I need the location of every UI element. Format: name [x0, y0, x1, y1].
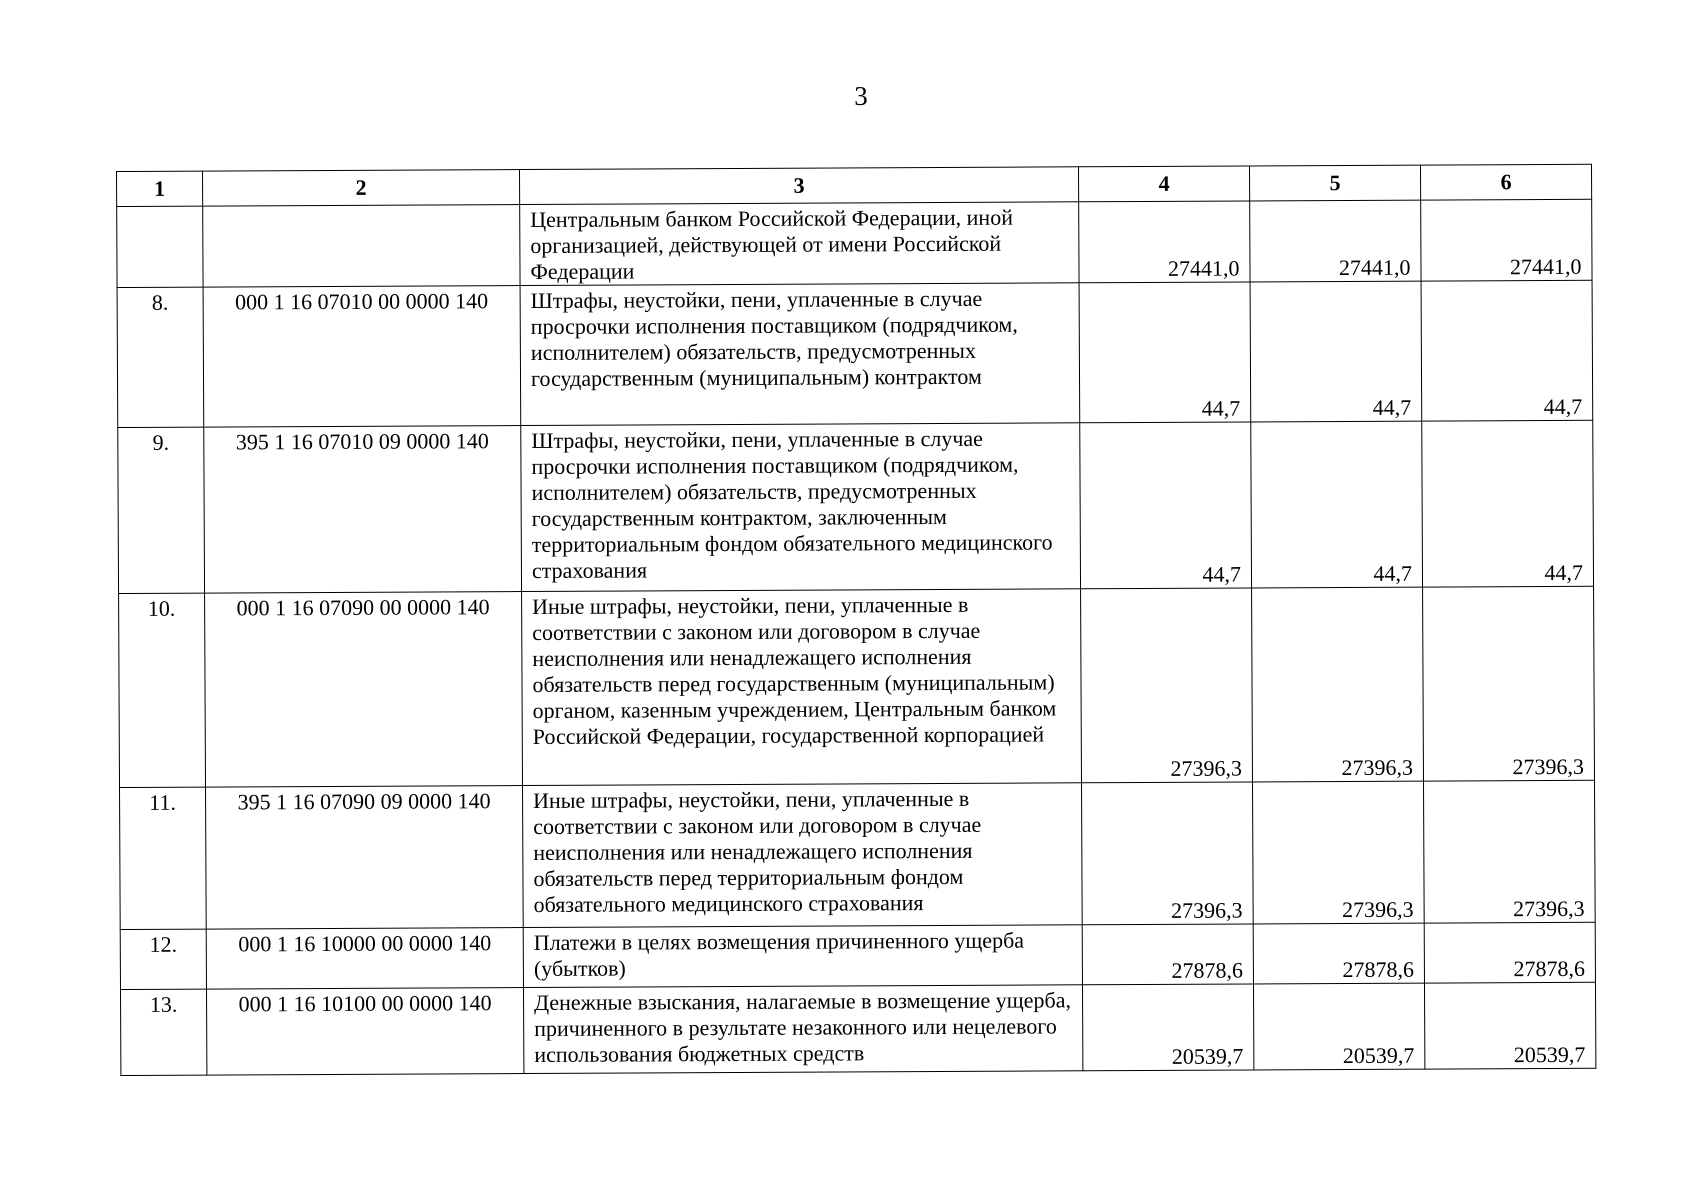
value-col-5: 27878,6	[1253, 923, 1424, 984]
budget-code: 000 1 16 07010 00 0000 140	[203, 286, 521, 428]
row-description: Центральным банком Российской Федерации, иной организацией, действующей от имени Российской Федерации	[520, 202, 1079, 286]
header-col-6: 6	[1420, 164, 1591, 200]
budget-code: 000 1 16 10000 00 0000 140	[206, 928, 523, 990]
value-col-6: 27396,3	[1423, 780, 1595, 923]
table-row	[118, 420, 1594, 593]
value-col-5: 44,7	[1250, 281, 1422, 422]
row-number: 13.	[120, 989, 206, 1075]
table-row	[119, 586, 1595, 787]
table-row	[120, 780, 1596, 929]
budget-code: 395 1 16 07090 09 0000 140	[206, 786, 524, 930]
value-col-4: 27396,3	[1082, 782, 1254, 925]
row-number: 12.	[120, 929, 206, 989]
row-description: Штрафы, неустойки, пени, уплаченные в случае просрочки исполнения поставщиком (подрядчиком, исполнителем) обязательств, предусмотренных государственным (муниципальным) контрактом	[520, 283, 1080, 426]
value-col-4: 27396,3	[1081, 588, 1253, 783]
table-row	[117, 280, 1593, 427]
header-col-2: 2	[203, 170, 520, 207]
value-col-5: 44,7	[1251, 421, 1423, 588]
table-row	[117, 199, 1592, 287]
table-row	[120, 982, 1595, 1075]
budget-code: 000 1 16 10100 00 0000 140	[206, 988, 523, 1076]
row-number: 11.	[120, 787, 207, 929]
value-col-5: 20539,7	[1253, 983, 1424, 1070]
value-col-5: 27396,3	[1252, 587, 1424, 782]
value-col-4: 27878,6	[1082, 924, 1253, 985]
value-col-5: 27396,3	[1252, 781, 1424, 924]
row-description: Иные штрафы, неустойки, пени, уплаченные в соответствии с законом или договором в случае неисполнения или ненадлежащего исполнения обязательств перед территориальным фондом обязательного медицинского страхования	[523, 783, 1083, 928]
revenue-table	[116, 164, 1596, 1076]
header-col-4: 4	[1078, 166, 1249, 202]
row-number: 9.	[118, 427, 205, 593]
value-col-6: 27396,3	[1423, 586, 1595, 781]
page-number: 3	[854, 81, 868, 111]
row-description: Денежные взыскания, налагаемые в возмещение ущерба, причиненного в результате незаконного или нецелевого использования бюджетных средств	[523, 985, 1082, 1074]
value-col-6: 20539,7	[1424, 982, 1595, 1069]
value-col-4: 44,7	[1079, 282, 1251, 423]
value-col-4: 27441,0	[1079, 201, 1250, 283]
header-col-3: 3	[519, 167, 1078, 205]
row-description: Иные штрафы, неустойки, пени, уплаченные в соответствии с законом или договором в случае неисполнения или ненадлежащего исполнения обязательств перед государственным (муниципальным) органом, казенным учреждением, Центральным банком Российской Федерации, государственной корпорацией	[522, 589, 1082, 786]
value-col-6: 27441,0	[1421, 199, 1592, 281]
value-col-5: 27441,0	[1250, 200, 1421, 282]
row-number: 8.	[117, 287, 204, 427]
budget-code: 000 1 16 07090 00 0000 140	[205, 592, 523, 788]
row-number: 10.	[119, 593, 206, 787]
value-col-4: 20539,7	[1082, 984, 1253, 1071]
table-row	[120, 922, 1595, 989]
value-col-6: 44,7	[1422, 420, 1594, 587]
budget-code: 395 1 16 07010 09 0000 140	[204, 426, 522, 594]
budget-code	[203, 205, 520, 288]
row-number	[117, 206, 203, 287]
row-description: Платежи в целях возмещения причиненного ущерба (убытков)	[523, 925, 1082, 988]
row-description: Штрафы, неустойки, пени, уплаченные в случае просрочки исполнения поставщиком (подрядчиком, исполнителем) обязательств, предусмотренных государственным контрактом, заключенным территориальным фондом обязательного медицинского страхования	[521, 423, 1081, 592]
value-col-6: 44,7	[1421, 280, 1593, 421]
value-col-6: 27878,6	[1424, 922, 1595, 983]
value-col-4: 44,7	[1080, 422, 1252, 589]
header-col-5: 5	[1249, 165, 1420, 201]
header-col-1: 1	[117, 171, 203, 206]
